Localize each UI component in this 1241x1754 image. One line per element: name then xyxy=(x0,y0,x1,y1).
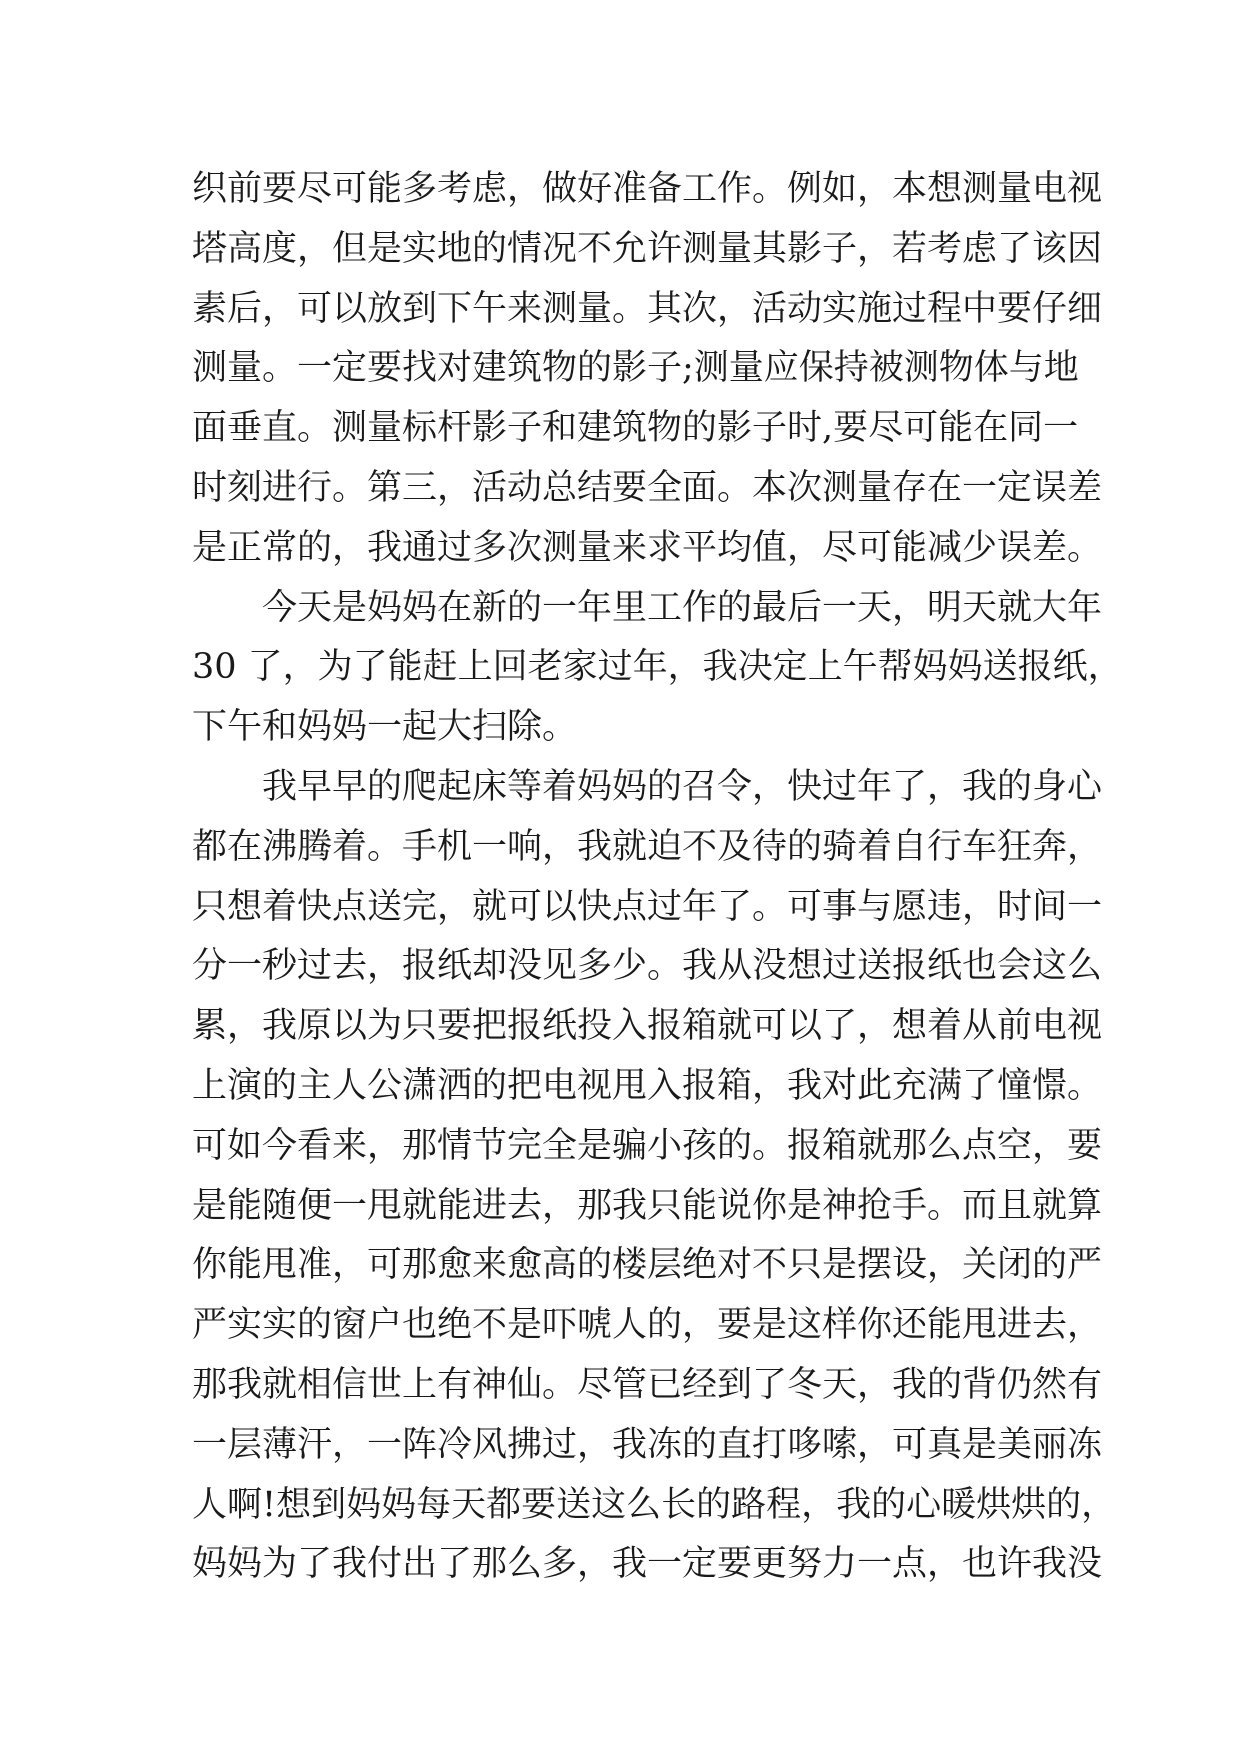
text-line: 塔高度，但是实地的情况不允许测量其影子，若考虑了该因 xyxy=(192,228,1103,269)
text-line: 测量。一定要找对建筑物的影子;测量应保持被测物体与地 xyxy=(192,348,1079,389)
text-line: 今天是妈妈在新的一年里工作的最后一天，明天就大年 xyxy=(192,587,1103,628)
body-text xyxy=(192,160,1123,1595)
text-line: 我早早的爬起床等着妈妈的召令，快过年了，我的身心 xyxy=(192,766,1103,807)
text-line: 分一秒过去，报纸却没见多少。我从没想过送报纸也会这么 xyxy=(192,946,1103,987)
text-line: 累，我原以为只要把报纸投入报箱就可以了，想着从前电视 xyxy=(192,1006,1103,1047)
text-line: 是正常的，我通过多次测量来求平均值，尽可能减少误差。 xyxy=(192,527,1103,568)
text-line: 可如今看来，那情节完全是骗小孩的。报箱就那么点空，要 xyxy=(192,1125,1103,1166)
text-line: 时刻进行。第三，活动总结要全面。本次测量存在一定误差 xyxy=(192,467,1103,508)
text-line: 人啊!想到妈妈每天都要送这么长的路程，我的心暖烘烘的， xyxy=(192,1484,1117,1525)
text-line: 都在沸腾着。手机一响，我就迫不及待的骑着自行车狂奔， xyxy=(192,826,1103,867)
text-line: 你能甩准，可那愈来愈高的楼层绝对不只是摆设，关闭的严 xyxy=(192,1245,1103,1286)
text-line: 是能随便一甩就能进去，那我只能说你是神抢手。而且就算 xyxy=(192,1185,1103,1226)
text-line: 妈妈为了我付出了那么多，我一定要更努力一点，也许我没 xyxy=(192,1544,1103,1585)
text-line: 下午和妈妈一起大扫除。 xyxy=(192,707,578,748)
text-line: 上演的主人公潇洒的把电视甩入报箱，我对此充满了憧憬。 xyxy=(192,1065,1103,1106)
text-line: 30 了，为了能赶上回老家过年，我决定上午帮妈妈送报纸， xyxy=(192,647,1123,688)
text-line: 严实实的窗户也绝不是吓唬人的，要是这样你还能甩进去， xyxy=(192,1305,1103,1346)
text-line: 面垂直。测量标杆影子和建筑物的影子时,要尽可能在同一 xyxy=(192,408,1079,449)
text-line: 那我就相信世上有神仙。尽管已经到了冬天，我的背仍然有 xyxy=(192,1364,1103,1405)
text-line: 织前要尽可能多考虑，做好准备工作。例如，本想测量电视 xyxy=(192,169,1103,209)
text-line: 只想着快点送完，就可以快点过年了。可事与愿违，时间一 xyxy=(192,886,1103,927)
text-line: 素后，可以放到下午来测量。其次，活动实施过程中要仔细 xyxy=(192,288,1103,329)
text-line: 一层薄汗，一阵冷风拂过，我冻的直打哆嗦，可真是美丽冻 xyxy=(192,1424,1103,1465)
